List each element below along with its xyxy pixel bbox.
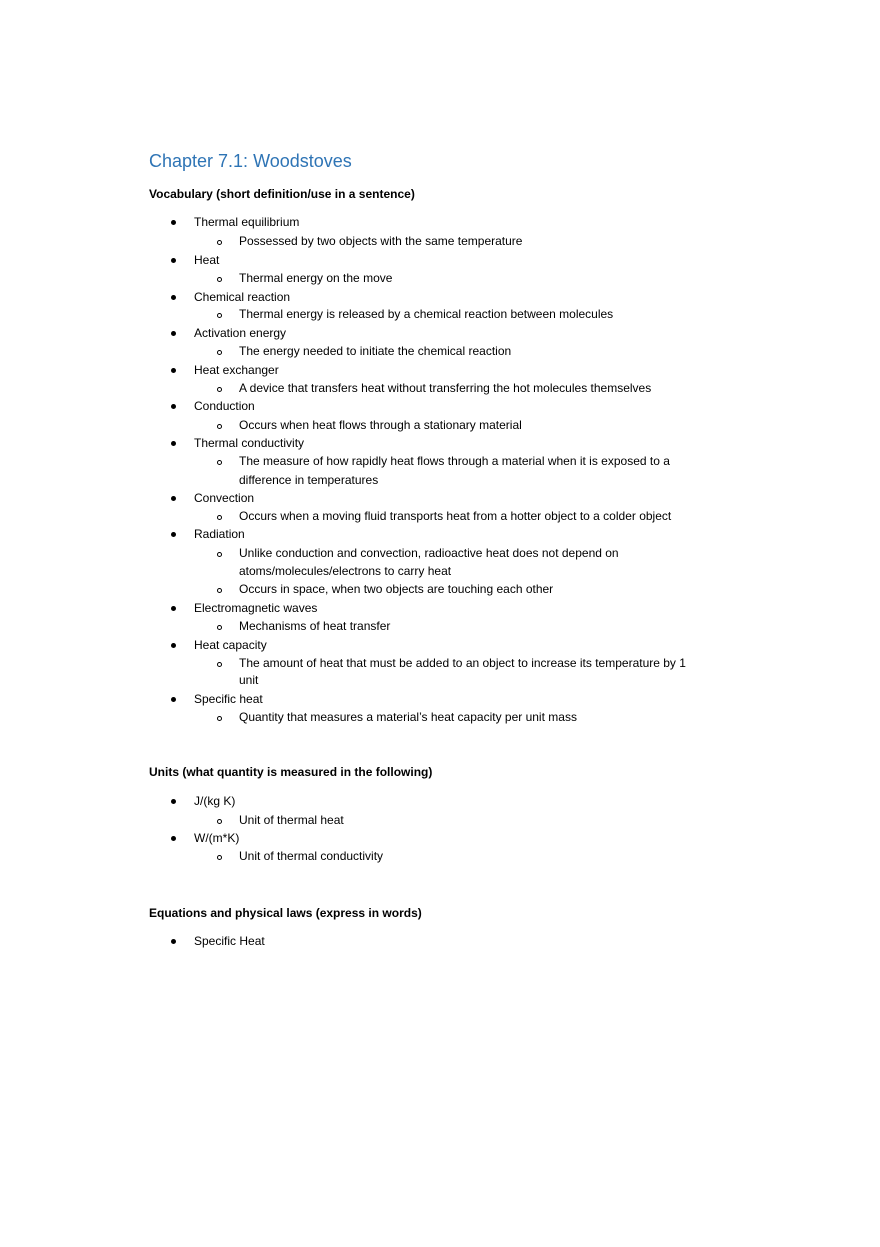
sub-bullet-icon xyxy=(217,460,222,465)
definition: The amount of heat that must be added to an object to increase its temperature by 1 xyxy=(239,656,686,670)
sub-bullet-icon xyxy=(217,424,222,429)
term: Heat capacity xyxy=(194,638,267,652)
term: Specific heat xyxy=(194,692,263,706)
vocabulary-heading: Vocabulary (short definition/use in a sentence) xyxy=(149,187,415,201)
term: Conduction xyxy=(194,399,255,413)
sub-bullet-icon xyxy=(217,552,222,557)
sub-bullet-icon xyxy=(217,350,222,355)
term: W/(m*K) xyxy=(194,831,240,845)
bullet-icon xyxy=(171,532,176,537)
sub-bullet-icon xyxy=(217,387,222,392)
term: J/(kg K) xyxy=(194,794,236,808)
equations-heading: Equations and physical laws (express in words) xyxy=(149,906,422,920)
sub-bullet-icon xyxy=(217,819,222,824)
bullet-icon xyxy=(171,643,176,648)
bullet-icon xyxy=(171,331,176,336)
definition: unit xyxy=(239,673,259,687)
definition: Occurs in space, when two objects are touching each other xyxy=(239,582,554,596)
bullet-icon xyxy=(171,496,176,501)
definition: Thermal energy is released by a chemical reaction between molecules xyxy=(239,307,614,321)
bullet-icon xyxy=(171,220,176,225)
term: Chemical reaction xyxy=(194,290,291,304)
term: Heat xyxy=(194,253,220,267)
definition: The energy needed to initiate the chemical reaction xyxy=(239,344,512,358)
definition: Occurs when a moving fluid transports heat from a hotter object to a colder object xyxy=(239,509,672,523)
term: Specific Heat xyxy=(194,934,265,948)
bullet-icon xyxy=(171,368,176,373)
sub-bullet-icon xyxy=(217,240,222,245)
sub-bullet-icon xyxy=(217,588,222,593)
definition: The measure of how rapidly heat flows through a material when it is exposed to a xyxy=(239,454,670,468)
definition: Unlike conduction and convection, radioactive heat does not depend on xyxy=(239,546,619,560)
sub-bullet-icon xyxy=(217,855,222,860)
bullet-icon xyxy=(171,799,176,804)
bullet-icon xyxy=(171,258,176,263)
definition: Unit of thermal heat xyxy=(239,813,344,827)
term: Activation energy xyxy=(194,326,287,340)
page-title: Chapter 7.1: Woodstoves xyxy=(149,151,352,171)
bullet-icon xyxy=(171,697,176,702)
definition: Thermal energy on the move xyxy=(239,271,393,285)
term: Thermal conductivity xyxy=(194,436,305,450)
definition: Quantity that measures a material’s heat capacity per unit mass xyxy=(239,710,577,724)
sub-bullet-icon xyxy=(217,277,222,282)
definition: difference in temperatures xyxy=(239,473,379,487)
term: Heat exchanger xyxy=(194,363,279,377)
bullet-icon xyxy=(171,836,176,841)
bullet-icon xyxy=(171,939,176,944)
definition: Possessed by two objects with the same temperature xyxy=(239,234,523,248)
bullet-icon xyxy=(171,441,176,446)
definition: atoms/molecules/electrons to carry heat xyxy=(239,564,452,578)
bullet-icon xyxy=(171,404,176,409)
units-heading: Units (what quantity is measured in the following) xyxy=(149,765,433,779)
definition: Occurs when heat flows through a stationary material xyxy=(239,418,522,432)
sub-bullet-icon xyxy=(217,662,222,667)
term: Convection xyxy=(194,491,255,505)
sub-bullet-icon xyxy=(217,313,222,318)
definition: Mechanisms of heat transfer xyxy=(239,619,391,633)
sub-bullet-icon xyxy=(217,625,222,630)
bullet-icon xyxy=(171,606,176,611)
sub-bullet-icon xyxy=(217,716,222,721)
definition: Unit of thermal conductivity xyxy=(239,849,384,863)
bullet-icon xyxy=(171,295,176,300)
sub-bullet-icon xyxy=(217,515,222,520)
term: Electromagnetic waves xyxy=(194,601,318,615)
term: Radiation xyxy=(194,527,245,541)
term: Thermal equilibrium xyxy=(194,215,300,229)
definition: A device that transfers heat without transferring the hot molecules themselves xyxy=(239,381,652,395)
